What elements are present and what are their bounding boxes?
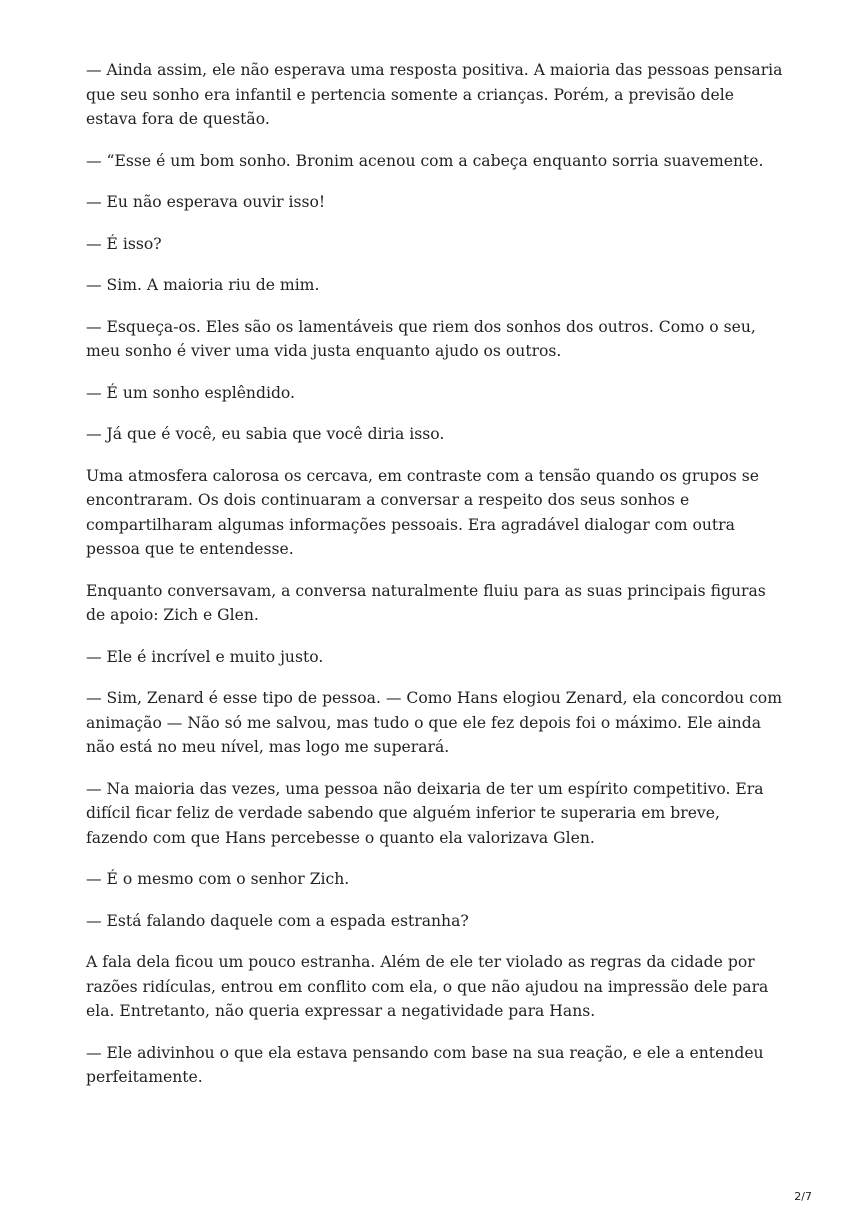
- paragraph: — Já que é você, eu sabia que você diria isso.: [86, 425, 445, 443]
- page-number: 2/7: [794, 1190, 812, 1203]
- document-body: [86, 58, 786, 1107]
- paragraph: Uma atmosfera calorosa os cercava, em contraste com a tensão quando os grupos se encontraram. Os dois continuaram a conversar a respeito dos seus sonhos e compartilharam algumas informações pessoais. Era agradável dialogar com outra pessoa que te entendesse.: [86, 466, 759, 558]
- paragraph: — Ainda assim, ele não esperava uma resposta positiva. A maioria das pessoas pensaria que seu sonho era infantil e pertencia somente a crianças. Porém, a previsão dele estava fora de questão.: [86, 61, 783, 128]
- paragraph: — É um sonho esplêndido.: [86, 383, 295, 402]
- paragraph: — Está falando daquele com a espada estranha?: [86, 911, 469, 930]
- paragraph: — Ele adivinhou o que ela estava pensando com base na sua reação, e ele a entendeu perfeitamente.: [86, 1043, 764, 1086]
- paragraph: — Esqueça-os. Eles são os lamentáveis que riem dos sonhos dos outros. Como o seu, meu sonho é viver uma vida justa enquanto ajudo os outros.: [86, 317, 756, 360]
- paragraph: — “Esse é um bom sonho. Bronim acenou com a cabeça enquanto sorria suavemente.: [86, 151, 764, 170]
- paragraph: — Sim, Zenard é esse tipo de pessoa. — Como Hans elogiou Zenard, ela concordou com animação — Não só me salvou, mas tudo o que ele fez depois foi o máximo. Ele ainda não está no meu nível, mas logo me superará.: [86, 689, 782, 756]
- paragraph: — Sim. A maioria riu de mim.: [86, 276, 320, 294]
- paragraph: — É isso?: [86, 234, 162, 253]
- paragraph: A fala dela ficou um pouco estranha. Além de ele ter violado as regras da cidade por razões ridículas, entrou em conflito com ela, o que não ajudou na impressão dele para ela. Entretanto, não queria expressar a negatividade para Hans.: [86, 953, 769, 1020]
- paragraph: Enquanto conversavam, a conversa naturalmente fluiu para as suas principais figuras de apoio: Zich e Glen.: [86, 581, 766, 624]
- paragraph: — Ele é incrível e muito justo.: [86, 647, 324, 666]
- paragraph: — Na maioria das vezes, uma pessoa não deixaria de ter um espírito competitivo. Era difícil ficar feliz de verdade sabendo que alguém inferior te superaria em breve, fazendo com que Hans percebesse o quanto ela valorizava Glen.: [86, 779, 764, 847]
- paragraph: — É o mesmo com o senhor Zich.: [86, 870, 350, 888]
- paragraph: — Eu não esperava ouvir isso!: [86, 193, 326, 211]
